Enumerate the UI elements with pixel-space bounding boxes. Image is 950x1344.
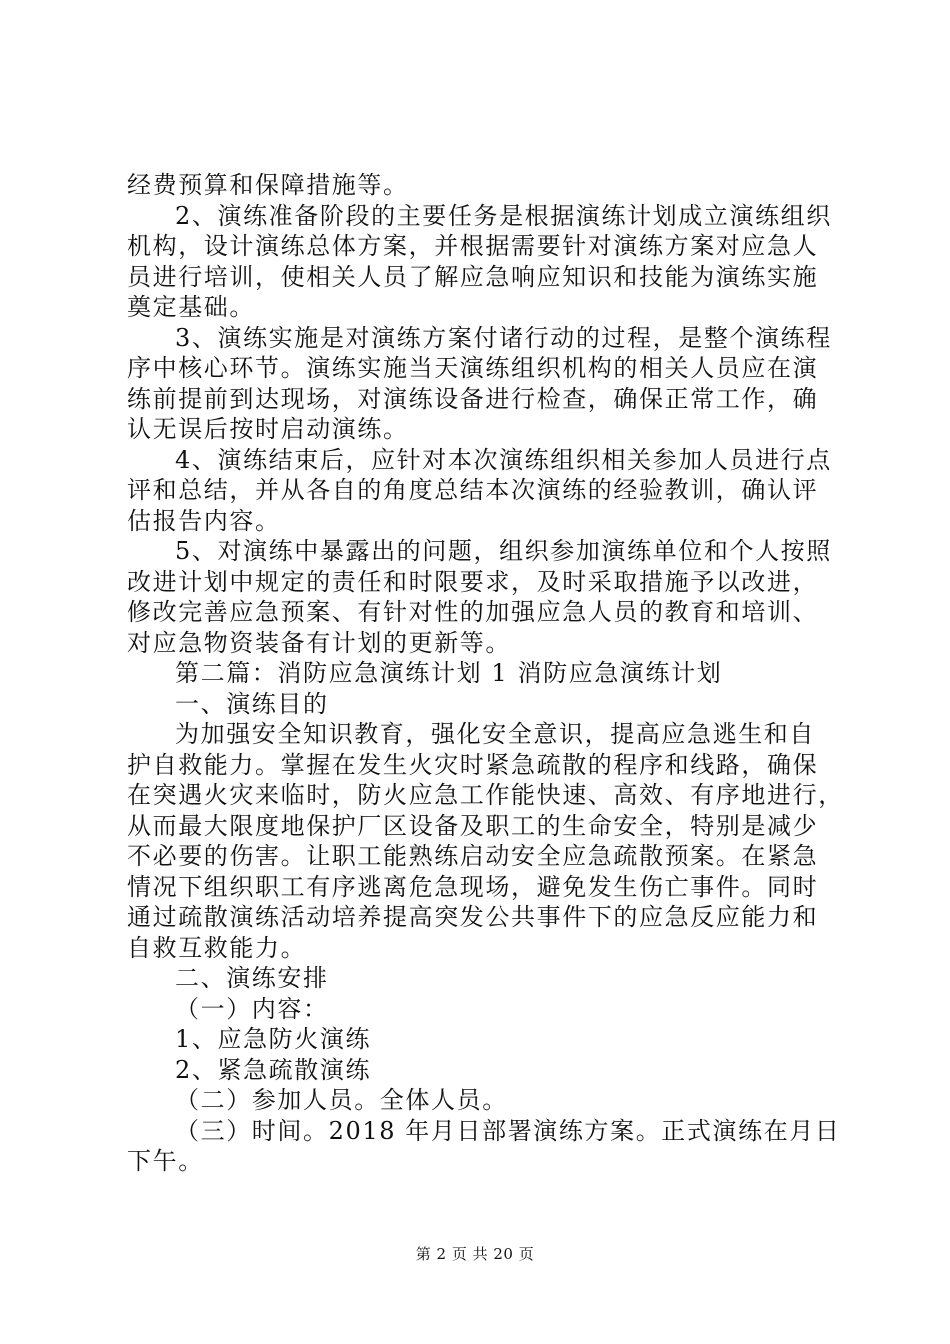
text-line: 5、对演练中暴露出的问题，组织参加演练单位和个人按照 [175, 537, 832, 565]
text-line: 自救互救能力。 [127, 933, 307, 962]
text-line: 2、演练准备阶段的主要任务是根据演练计划成立演练组织 [175, 201, 832, 230]
text-line: 奠定基础。 [127, 293, 255, 321]
text-line: （三）时间。2018 年月日部署演练方案。正式演练在月日 [175, 1116, 841, 1145]
text-line: （二）参加人员。全体人员。 [175, 1086, 508, 1114]
text-line: 通过疏散演练活动培养提高突发公共事件下的应急反应能力和 [127, 903, 819, 931]
text-line: 1、应急防火演练 [175, 1025, 372, 1053]
text-line: 4、演练结束后，应针对本次演练组织相关参加人员进行点 [175, 445, 832, 474]
text-line: 练前提前到达现场，对演练设备进行检查，确保正常工作，确 [127, 384, 819, 413]
text-line: 经费预算和保障措施等。 [127, 171, 409, 199]
text-line: 护自救能力。掌握在发生火灾时紧急疏散的程序和线路，确保 [127, 750, 819, 779]
text-line: 修改完善应急预案、有针对性的加强应急人员的教育和培训、 [127, 598, 819, 626]
text-line: 机构，设计演练总体方案，并根据需要针对演练方案对应急人 [127, 232, 819, 260]
text-line: 估报告内容。 [127, 506, 281, 535]
text-line: 员进行培训，使相关人员了解应急响应知识和技能为演练实施 [127, 262, 819, 291]
text-line: 在突遇火灾来临时，防火应急工作能快速、高效、有序地进行， [127, 781, 844, 809]
text-line: 不必要的伤害。让职工能熟练启动安全应急疏散预案。在紧急 [127, 842, 819, 870]
text-line: 为加强安全知识教育，强化安全意识，提高应急逃生和自 [175, 720, 815, 748]
text-line: 2、紧急疏散演练 [175, 1055, 372, 1084]
text-line: 改进计划中规定的责任和时限要求，及时采取措施予以改进， [127, 567, 819, 596]
text-line: 第二篇：消防应急演练计划 1 消防应急演练计划 [175, 659, 723, 687]
text-line: 二、演练安排 [175, 964, 329, 992]
text-line: 一、演练目的 [175, 689, 329, 718]
text-line: 从而最大限度地保护厂区设备及职工的生命安全，特别是减少 [127, 811, 819, 840]
text-line: （一）内容： [175, 994, 329, 1023]
text-line: 序中核心环节。演练实施当天演练组织机构的相关人员应在演 [127, 354, 819, 382]
text-line: 评和总结，并从各自的角度总结本次演练的经验教训，确认评 [127, 476, 819, 504]
text-line: 下午。 [127, 1147, 204, 1175]
document-body [127, 170, 844, 1177]
text-line: 3、演练实施是对演练方案付诸行动的过程，是整个演练程 [175, 323, 832, 352]
text-line: 认无误后按时启动演练。 [127, 415, 409, 443]
page-footer: 第 2 页 共 20 页 [415, 1245, 535, 1263]
text-line: 对应急物资装备有计划的更新等。 [127, 628, 511, 657]
text-line: 情况下组织职工有序逃离危急现场，避免发生伤亡事件。同时 [127, 872, 819, 901]
